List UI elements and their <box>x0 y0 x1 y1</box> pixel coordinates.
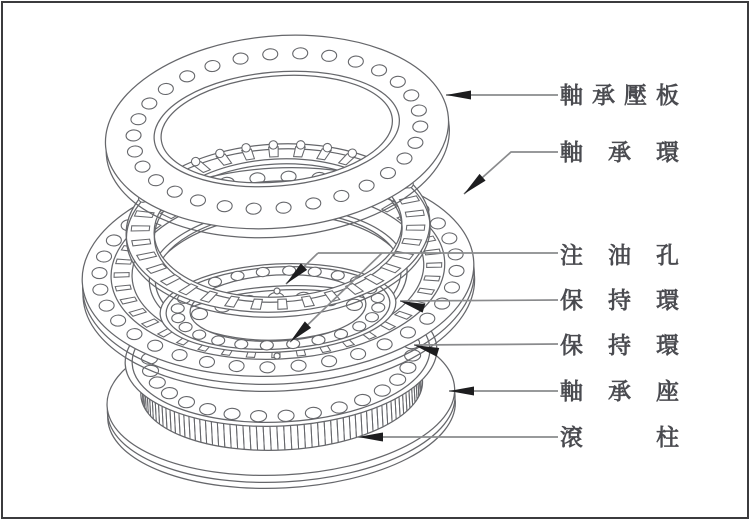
label-bearing-seat: 軸 承 座 <box>560 378 679 404</box>
label-bearing-pressure-plate: 軸 承 壓 板 <box>560 82 679 108</box>
label-oil-injection-hole: 注 油 孔 <box>560 242 679 268</box>
label-retaining-ring-upper: 保 持 環 <box>560 287 679 313</box>
oil-hole-marker <box>274 288 280 294</box>
label-roller: 滾 柱 <box>560 424 679 450</box>
leader-arrowhead <box>446 91 471 100</box>
label-bearing-ring: 軸 承 環 <box>560 139 679 165</box>
label-retaining-ring-lower: 保 持 環 <box>560 332 679 358</box>
oil-hole-marker <box>274 353 280 359</box>
